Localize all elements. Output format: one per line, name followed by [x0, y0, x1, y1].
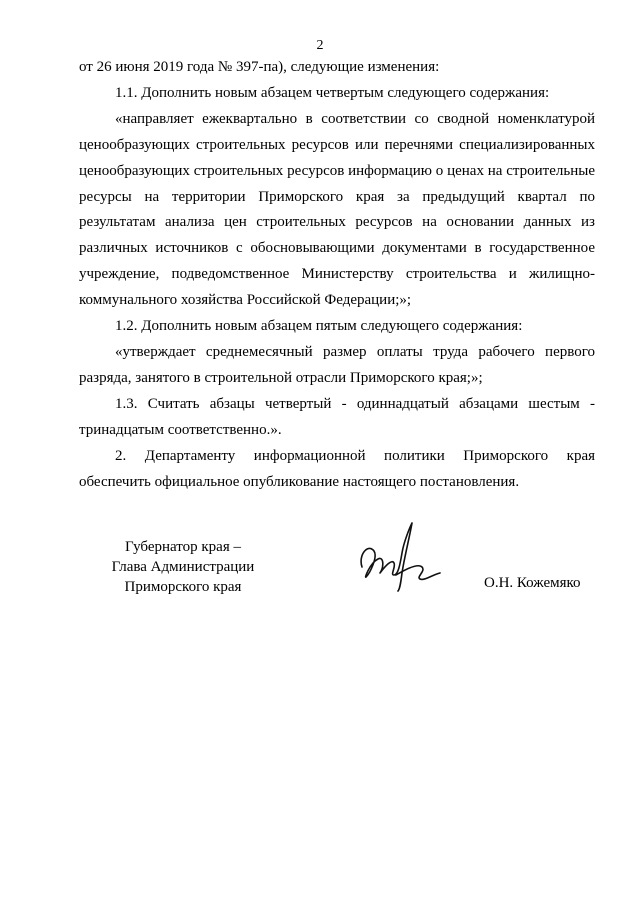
document-body [79, 55, 595, 495]
position-line-3: Приморского края [124, 579, 242, 595]
paragraph-1-1: 1.1. Дополнить новым абзацем четвертым следующего содержания: [115, 84, 550, 101]
signatory-position [78, 537, 288, 597]
signer-name: О.Н. Кожемяко [484, 575, 581, 591]
position-line-2: Глава Администрации [111, 559, 255, 575]
paragraph-1-2: 1.2. Дополнить новым абзацем пятым следующего содержания: [115, 318, 523, 335]
paragraph-quote-2: «утверждает среднемесячный размер оплаты труда рабочего первого разряда, занятого в строительной отрасли Приморского края;»; [79, 343, 595, 386]
paragraph-2: 2. Департаменту информационной политики Приморского края обеспечить официальное опубликование настоящего постановления. [79, 447, 595, 490]
paragraph-quote-1: «направляет ежеквартально в соответствии со сводной номенклатурой ценообразующих строительных ресурсов или перечнями специализированных ценообразующих строительных ресурсов информацию о ценах на строительные ресурсы на территории Приморского края за предыдущий квартал по результатам анализа цен строительных ресурсов на основании данных из различных источников с обосновывающими документами в государственное учреждение, подведомственное Министерству строительства и жилищно-коммунального хозяйства Российской Федерации;»; [79, 110, 595, 309]
position-line-1: Губернатор края – [125, 539, 241, 555]
paragraph-1-3: 1.3. Считать абзацы четвертый - одиннадцатый абзацами шестым - тринадцатым соответственно.». [79, 395, 595, 438]
page-number: 2 [316, 38, 324, 53]
handwritten-signature [340, 515, 450, 595]
paragraph-intro: от 26 июня 2019 года № 397-па), следующие изменения: [79, 59, 440, 75]
